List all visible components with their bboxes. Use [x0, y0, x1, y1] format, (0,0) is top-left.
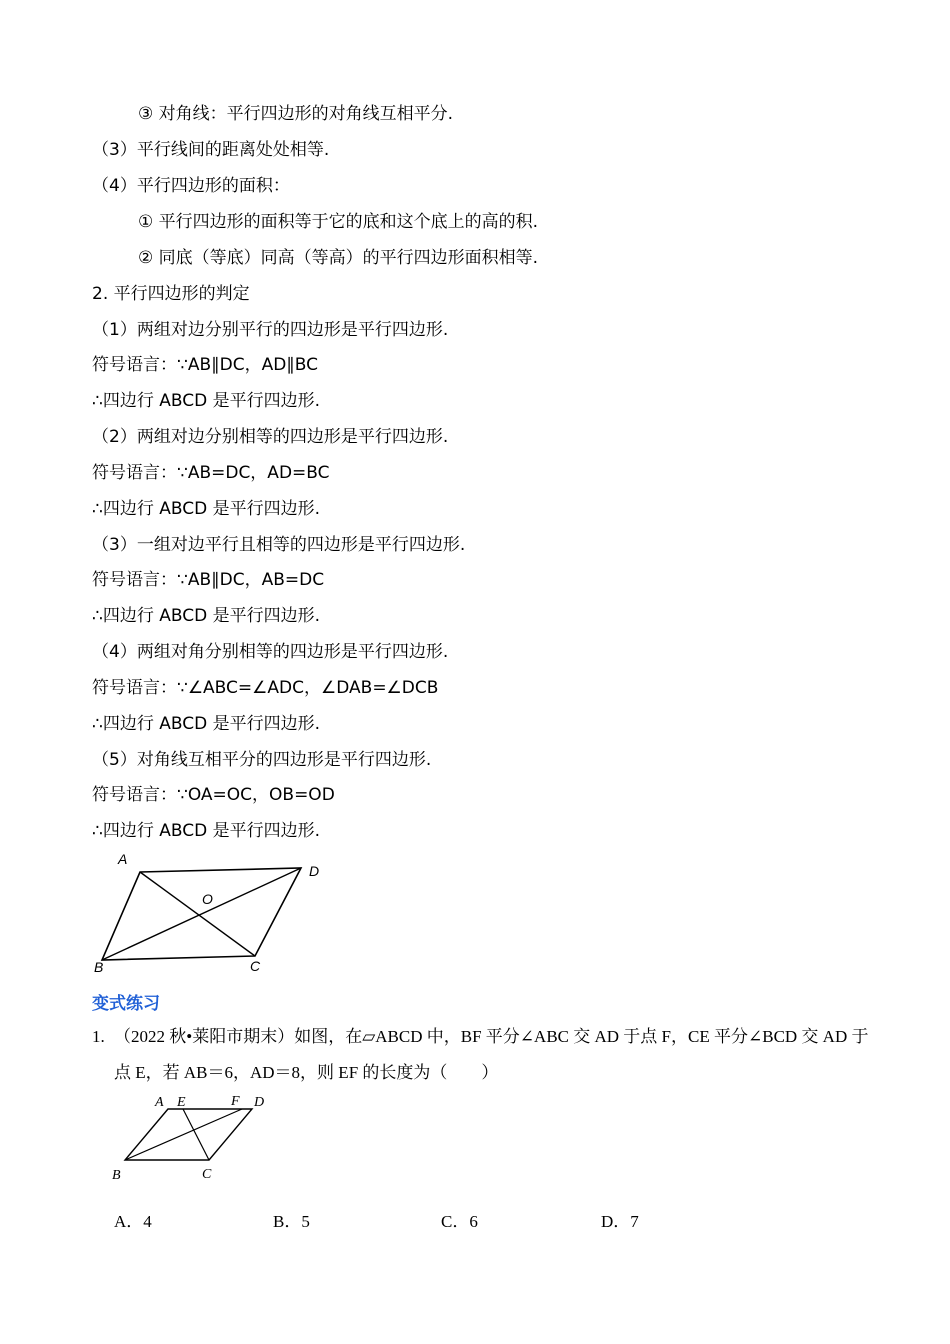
- text-line: ① 平行四边形的面积等于它的底和这个底上的高的积.: [138, 212, 539, 232]
- fig-label-c: C: [202, 1167, 212, 1182]
- label-c: C: [250, 958, 261, 974]
- option-a[interactable]: A．4: [114, 1212, 152, 1231]
- fig-label-e: E: [177, 1095, 186, 1110]
- text-line: 符号语言：∵AB∥DC，AB=DC: [92, 570, 325, 590]
- question-figure: [108, 1090, 278, 1186]
- text-line: 符号语言：∵OA=OC，OB=OD: [92, 785, 335, 805]
- text-line: （4）两组对角分别相等的四边形是平行四边形.: [92, 642, 449, 662]
- option-c[interactable]: C．6: [441, 1212, 478, 1231]
- text-line: 符号语言：∵∠ABC=∠ADC，∠DAB=∠DCB: [92, 678, 439, 698]
- fig-label-d: D: [254, 1095, 265, 1110]
- option-b[interactable]: B．5: [273, 1212, 310, 1231]
- text-line: ② 同底（等底）同高（等高）的平行四边形面积相等.: [138, 248, 539, 268]
- parallelogram-figure: [88, 848, 333, 976]
- text-line: 2. 平行四边形的判定: [92, 284, 250, 304]
- text-line: （5）对角线互相平分的四边形是平行四边形.: [92, 750, 432, 770]
- text-line: （1）两组对边分别平行的四边形是平行四边形.: [92, 320, 449, 340]
- question-line-1: （2022 秋•莱阳市期末）如图，在▱ABCD 中，BF 平分∠ABC 交 AD 于点 F，CE 平分∠BCD 交 AD 于: [114, 1027, 869, 1046]
- text-line: （2）两组对边分别相等的四边形是平行四边形.: [92, 427, 449, 447]
- fig-label-f: F: [231, 1094, 240, 1109]
- label-b: B: [94, 959, 104, 975]
- label-o: O: [202, 891, 213, 907]
- text-line: ∴四边行 ABCD 是平行四边形.: [92, 821, 320, 841]
- question-line-2: 点 E，若 AB＝6，AD＝8，则 EF 的长度为（ ）: [114, 1063, 499, 1082]
- section-heading: 变式练习: [92, 994, 160, 1014]
- text-line: （3）一组对边平行且相等的四边形是平行四边形.: [92, 535, 466, 555]
- label-d: D: [309, 863, 320, 879]
- question-number: 1.: [92, 1027, 105, 1046]
- label-a: A: [118, 851, 128, 867]
- fig-label-b: B: [112, 1168, 121, 1183]
- text-line: 符号语言：∵AB=DC，AD=BC: [92, 463, 330, 483]
- fig-label-a: A: [155, 1095, 164, 1110]
- text-line: （4）平行四边形的面积：: [92, 176, 290, 196]
- text-line: ∴四边行 ABCD 是平行四边形.: [92, 391, 320, 411]
- text-line: 符号语言：∵AB∥DC，AD∥BC: [92, 355, 319, 375]
- text-line: ∴四边行 ABCD 是平行四边形.: [92, 499, 320, 519]
- text-line: ③ 对角线：平行四边形的对角线互相平分.: [138, 104, 454, 124]
- text-line: ∴四边行 ABCD 是平行四边形.: [92, 606, 320, 626]
- option-d[interactable]: D．7: [601, 1212, 639, 1231]
- text-line: （3）平行线间的距离处处相等.: [92, 140, 330, 160]
- text-line: ∴四边行 ABCD 是平行四边形.: [92, 714, 320, 734]
